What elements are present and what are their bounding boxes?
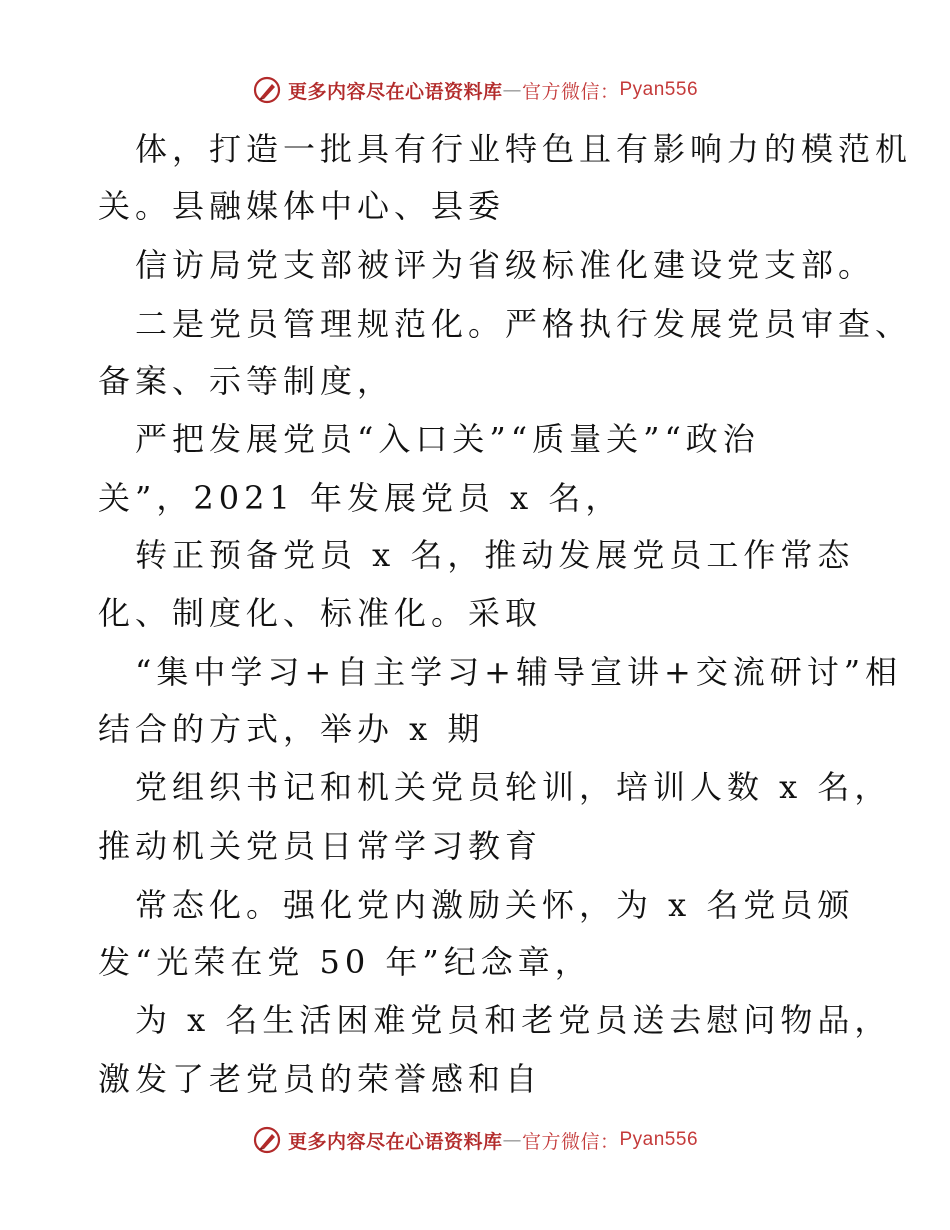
- body-line: 推动机关党员日常学习教育: [98, 827, 543, 865]
- watermark-dash: —: [502, 79, 522, 101]
- pen-logo-icon: [252, 75, 282, 105]
- body-line: 信访局党支部被评为省级标准化建设党支部。: [135, 246, 876, 284]
- body-line: 常态化。强化党内激励关怀，为 x 名党员颁: [135, 886, 855, 924]
- header-watermark: [0, 70, 950, 110]
- body-line: 结合的方式，举办 x 期: [98, 710, 485, 748]
- watermark-account: Pyan556: [619, 79, 699, 100]
- watermark-account: Pyan556: [619, 1129, 699, 1150]
- watermark-main-text: 更多内容尽在心语资料库: [287, 80, 503, 103]
- body-line: 关。县融媒体中心、县委: [98, 187, 506, 225]
- body-line: 转正预备党员 x 名，推动发展党员工作常态: [135, 536, 855, 574]
- body-line: 关”，2021 年发展党员 x 名，: [98, 479, 623, 517]
- watermark-dash: —: [502, 1129, 522, 1151]
- watermark-main-text: 更多内容尽在心语资料库: [287, 1130, 503, 1153]
- watermark-official-label: 官方微信：: [521, 1130, 620, 1153]
- body-line: 化、制度化、标准化。采取: [98, 594, 543, 632]
- body-line: 激发了老党员的荣誉感和自: [98, 1060, 543, 1098]
- body-line: “集中学习+自主学习+辅导宣讲+交流研讨”相: [135, 653, 903, 691]
- watermark-official-label: 官方微信：: [521, 80, 620, 103]
- pen-logo-icon: [252, 1125, 282, 1155]
- body-line: 备案、示等制度，: [98, 362, 395, 400]
- body-line: 体，打造一批具有行业特色且有影响力的模范机: [135, 130, 913, 168]
- footer-watermark: [0, 1120, 950, 1160]
- body-line: 发“光荣在党 50 年”纪念章，: [98, 943, 592, 981]
- body-line: 二是党员管理规范化。严格执行发展党员审查、: [135, 305, 913, 343]
- body-line: 严把发展党员“入口关”“质量关”“政治: [135, 420, 760, 458]
- body-line: 为 x 名生活困难党员和老党员送去慰问物品，: [135, 1001, 892, 1039]
- body-line: 党组织书记和机关党员轮训，培训人数 x 名，: [135, 768, 892, 806]
